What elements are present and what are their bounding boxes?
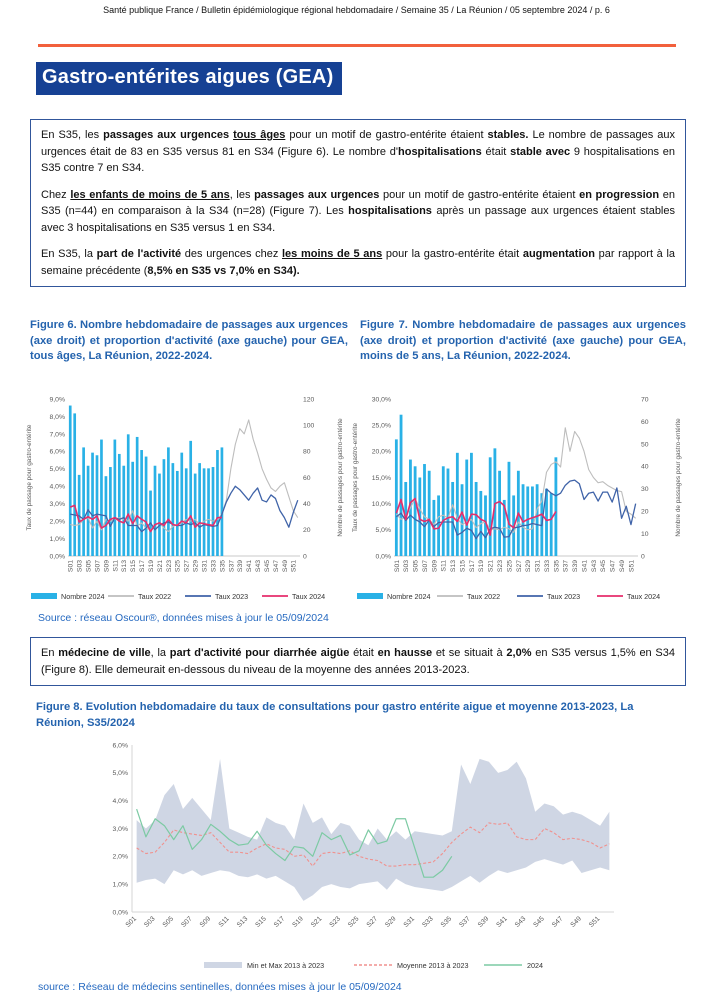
svg-text:5,0%: 5,0%	[49, 466, 65, 474]
text-segment: pour un motif de gastro-entérite étaient	[285, 129, 488, 141]
text-segment: passages aux urgences	[103, 129, 234, 141]
text-segment: part de l'activité	[96, 248, 182, 260]
svg-text:40: 40	[641, 463, 649, 471]
svg-text:S17: S17	[468, 560, 476, 573]
text-segment: en S35 (n=44) en comparaison à la S34 (n=28) (Figure 7). Les	[41, 188, 675, 217]
svg-text:0,0%: 0,0%	[375, 553, 391, 561]
text-segment: stables.	[487, 129, 529, 141]
figure6-caption: Figure 6. Nombre hebdomadaire de passages aux urgences (axe droit) et proportion d'activité (axe gauche) pour GEA, tous âges, La Réunion, 2022-2024.	[30, 319, 348, 363]
svg-text:S11: S11	[217, 915, 231, 929]
svg-text:S09: S09	[198, 915, 213, 929]
svg-text:8,0%: 8,0%	[49, 413, 65, 421]
text-segment: passages aux urgences	[254, 188, 380, 201]
text-segment: hospitalisations	[398, 145, 482, 158]
text-segment: les enfants de moins de 5 ans	[70, 188, 230, 201]
text-segment: , la	[150, 647, 170, 659]
svg-text:S11: S11	[440, 560, 448, 572]
svg-text:0,0%: 0,0%	[49, 553, 65, 561]
svg-text:Moyenne 2013 à 2023: Moyenne 2013 à 2023	[397, 961, 469, 970]
svg-text:S31: S31	[534, 560, 542, 573]
svg-text:S15: S15	[130, 560, 138, 573]
orange-divider	[38, 44, 676, 47]
svg-text:0,0%: 0,0%	[112, 909, 128, 917]
svg-text:S17: S17	[272, 915, 287, 929]
figure8-chart-container	[86, 737, 626, 979]
svg-text:S07: S07	[421, 560, 429, 573]
svg-text:4,0%: 4,0%	[112, 798, 128, 806]
text-segment: Chez	[41, 188, 71, 201]
svg-text:10: 10	[641, 530, 649, 538]
svg-text:6,0%: 6,0%	[112, 742, 128, 750]
text-segment: 2,0%	[506, 647, 532, 659]
svg-text:5,0%: 5,0%	[375, 527, 391, 535]
svg-text:60: 60	[303, 474, 311, 482]
svg-text:2024: 2024	[527, 961, 543, 970]
svg-text:S27: S27	[365, 915, 380, 929]
svg-text:20,0%: 20,0%	[371, 448, 391, 456]
text-segment: Le nombre de passages aux urgences était de 83 en S35 versus 81 en S34 (Figure 6). Le nombre d'	[41, 129, 675, 158]
svg-text:S05: S05	[161, 915, 176, 929]
svg-text:S21: S21	[487, 560, 495, 573]
svg-text:10,0%: 10,0%	[371, 501, 391, 509]
svg-text:20: 20	[303, 527, 311, 535]
svg-text:S33: S33	[543, 560, 551, 573]
source-oscour: Source : réseau Oscour®, données mises à jour le 05/09/2024	[38, 612, 329, 624]
svg-text:S51: S51	[290, 560, 298, 573]
text-segment: 8,5% en S35 vs 7,0% en S34).	[147, 264, 300, 277]
svg-text:0: 0	[641, 553, 645, 561]
svg-text:3,0%: 3,0%	[112, 825, 128, 833]
svg-text:S41: S41	[581, 560, 589, 573]
text-segment: les moins de 5 ans	[282, 248, 383, 260]
svg-text:60: 60	[641, 418, 649, 426]
svg-text:80: 80	[303, 448, 311, 456]
svg-text:S01: S01	[67, 560, 75, 573]
section-title: Gastro-entérites aigues (GEA)	[36, 62, 342, 95]
svg-text:S21: S21	[309, 915, 324, 929]
svg-text:S43: S43	[590, 560, 598, 573]
svg-text:3,0%: 3,0%	[49, 501, 65, 509]
svg-text:20: 20	[641, 508, 649, 516]
svg-text:S21: S21	[156, 560, 164, 573]
svg-text:S33: S33	[421, 915, 435, 929]
svg-text:Nombre 2024: Nombre 2024	[61, 592, 105, 601]
text-segment: tous âges	[233, 129, 286, 141]
svg-text:S05: S05	[412, 560, 420, 573]
svg-text:S39: S39	[237, 560, 245, 573]
text-segment: en progression	[579, 188, 660, 201]
svg-text:S49: S49	[569, 915, 583, 929]
svg-text:S17: S17	[139, 560, 147, 573]
svg-text:S19: S19	[291, 915, 305, 929]
svg-text:7,0%: 7,0%	[49, 431, 65, 439]
svg-text:S37: S37	[458, 915, 472, 929]
text-segment: après un passage aux urgences étaient stables avec 3 hospitalisations en S35 versus 1 en S34.	[41, 205, 675, 234]
svg-text:S19: S19	[147, 560, 155, 573]
svg-text:S25: S25	[174, 560, 182, 573]
svg-text:30,0%: 30,0%	[371, 396, 391, 404]
svg-text:2,0%: 2,0%	[112, 853, 128, 861]
text-segment: En S35, la	[41, 248, 97, 260]
svg-text:S23: S23	[328, 915, 342, 929]
svg-text:S25: S25	[506, 560, 514, 573]
page-header: Santé publique France / Bulletin épidémiologique régional hebdomadaire / Semaine 35 / La Réunion / 05 septembre 2024 / p. 6	[103, 5, 610, 15]
svg-text:S01: S01	[393, 560, 401, 573]
figure7-caption: Figure 7. Nombre hebdomadaire de passages aux urgences (axe droit) et proportion d'activité (axe gauche) pour GEA, moins de 5 ans, La Réunion, 2022-2024.	[360, 319, 686, 363]
svg-text:S45: S45	[600, 560, 608, 573]
svg-text:Taux de passage pour gastro-en: Taux de passage pour gastro-entérite	[26, 424, 33, 531]
text-segment: en hausse	[377, 647, 433, 659]
svg-text:15,0%: 15,0%	[371, 474, 391, 482]
source-sentinelles: source : Réseau de médecins sentinelles, données mises à jour le 05/09/2024	[38, 981, 402, 993]
svg-text:S51: S51	[628, 560, 636, 573]
svg-text:S31: S31	[402, 915, 417, 929]
svg-text:S27: S27	[515, 560, 523, 573]
svg-text:4,0%: 4,0%	[49, 483, 65, 491]
svg-text:Taux de passages pour gastro-e: Taux de passages pour gastro-entérite	[352, 422, 359, 533]
text-segment: était	[481, 145, 511, 158]
summary-box-ville	[30, 637, 686, 686]
svg-text:S03: S03	[403, 560, 411, 573]
svg-text:40: 40	[303, 501, 311, 509]
svg-text:Taux 2023: Taux 2023	[215, 592, 249, 601]
summary-paragraph	[41, 645, 675, 678]
svg-text:2,0%: 2,0%	[49, 518, 65, 526]
svg-text:S33: S33	[210, 560, 218, 573]
text-segment: hospitalisations	[348, 205, 432, 217]
text-segment: part d'activité pour diarrhée aigüe	[169, 647, 350, 659]
svg-text:S15: S15	[254, 915, 268, 929]
svg-text:Taux 2024: Taux 2024	[292, 592, 326, 601]
figure8-chart	[86, 737, 626, 974]
svg-text:S15: S15	[459, 560, 467, 573]
text-segment: en S35 versus 1,5% en S34 (Figure 8). Elle demeurait en-dessous du niveau de la moyenne des années 2013-2023.	[41, 647, 675, 676]
summary-paragraph	[41, 246, 675, 279]
svg-text:S49: S49	[281, 560, 289, 573]
svg-text:Taux 2022: Taux 2022	[467, 592, 501, 601]
svg-text:Nombre de passages pour gastro: Nombre de passages pour gastro-entérite	[337, 418, 344, 537]
summary-paragraph	[41, 127, 675, 177]
svg-text:S09: S09	[103, 560, 111, 573]
svg-text:S07: S07	[94, 560, 102, 573]
text-segment: augmentation	[522, 248, 595, 260]
summary-paragraph	[41, 187, 675, 237]
svg-text:S19: S19	[478, 560, 486, 573]
svg-text:Taux 2023: Taux 2023	[547, 592, 581, 601]
svg-text:Nombre de passages pour gastro: Nombre de passages pour gastro-entérite	[675, 418, 682, 537]
svg-text:70: 70	[641, 396, 649, 404]
text-segment: , les	[229, 188, 255, 201]
svg-text:0: 0	[303, 553, 307, 561]
svg-text:S43: S43	[255, 560, 263, 573]
svg-text:S05: S05	[85, 560, 93, 573]
svg-text:Taux 2022: Taux 2022	[138, 592, 172, 601]
svg-text:S47: S47	[550, 915, 565, 929]
svg-text:S47: S47	[609, 560, 617, 573]
svg-text:S13: S13	[121, 560, 129, 573]
svg-text:120: 120	[303, 396, 315, 404]
figure7-chart-container	[350, 392, 684, 609]
svg-text:S35: S35	[553, 560, 561, 573]
svg-text:S45: S45	[532, 915, 546, 929]
svg-text:50: 50	[641, 441, 649, 449]
svg-text:S35: S35	[439, 915, 454, 929]
text-segment: En S35, les	[41, 129, 104, 141]
text-segment: En	[41, 647, 59, 659]
svg-text:Nombre 2024: Nombre 2024	[387, 592, 431, 601]
svg-text:S35: S35	[219, 560, 227, 573]
svg-text:6,0%: 6,0%	[49, 448, 65, 456]
svg-text:S37: S37	[228, 560, 236, 573]
svg-text:S29: S29	[525, 560, 533, 573]
svg-text:S43: S43	[513, 915, 528, 929]
text-segment: était	[349, 647, 378, 659]
svg-text:5,0%: 5,0%	[112, 770, 128, 778]
svg-text:25,0%: 25,0%	[371, 422, 391, 430]
svg-text:S31: S31	[201, 560, 209, 573]
text-segment: stable avec	[510, 145, 571, 158]
summary-box-urgences	[30, 119, 686, 287]
svg-text:30: 30	[641, 486, 649, 494]
svg-text:9,0%: 9,0%	[49, 396, 65, 404]
svg-text:S03: S03	[143, 915, 157, 929]
figure7-chart	[350, 392, 684, 604]
svg-text:S23: S23	[165, 560, 173, 573]
svg-text:S49: S49	[618, 560, 626, 573]
svg-text:S07: S07	[180, 915, 194, 929]
text-segment: par rapport à la semaine précédente (	[41, 248, 676, 277]
figure-captions-row	[30, 318, 686, 365]
svg-text:S23: S23	[496, 560, 504, 573]
svg-text:S09: S09	[431, 560, 439, 573]
svg-text:1,0%: 1,0%	[112, 881, 128, 889]
svg-text:S37: S37	[562, 560, 570, 573]
figure6-chart-container	[24, 392, 346, 609]
svg-text:S25: S25	[347, 915, 361, 929]
svg-text:Taux 2024: Taux 2024	[627, 592, 661, 601]
svg-text:1,0%: 1,0%	[49, 535, 65, 543]
svg-text:S41: S41	[495, 915, 509, 929]
text-segment: pour un motif de gastro-entérite étaient	[379, 188, 580, 201]
svg-text:S47: S47	[272, 560, 280, 573]
svg-text:S39: S39	[572, 560, 580, 573]
text-segment: pour la gastro-entérite était	[382, 248, 523, 260]
svg-text:S41: S41	[246, 560, 254, 573]
figure8-caption: Figure 8. Evolution hebdomadaire du taux de consultations pour gastro entérite aigue et moyenne 2013-2023, La Réunion, S35/2024	[36, 701, 634, 729]
svg-text:S13: S13	[450, 560, 458, 573]
svg-text:S29: S29	[192, 560, 200, 573]
svg-text:S03: S03	[76, 560, 84, 573]
svg-text:100: 100	[303, 422, 315, 430]
svg-text:Min et Max 2013 à 2023: Min et Max 2013 à 2023	[247, 961, 325, 970]
svg-text:S13: S13	[235, 915, 250, 929]
figure6-chart	[24, 392, 346, 604]
svg-text:S29: S29	[384, 915, 398, 929]
svg-text:S51: S51	[588, 915, 602, 929]
svg-text:S27: S27	[183, 560, 191, 573]
svg-text:S45: S45	[263, 560, 271, 573]
svg-text:S39: S39	[476, 915, 491, 929]
text-segment: médecine de ville	[58, 647, 151, 659]
text-segment: 9 hospitalisations en S35 contre 7 en S34.	[41, 145, 676, 174]
text-segment: et se situait à	[432, 647, 507, 659]
svg-text:S11: S11	[112, 560, 120, 572]
svg-text:S01: S01	[124, 915, 139, 929]
text-segment: des urgences chez	[181, 248, 282, 260]
